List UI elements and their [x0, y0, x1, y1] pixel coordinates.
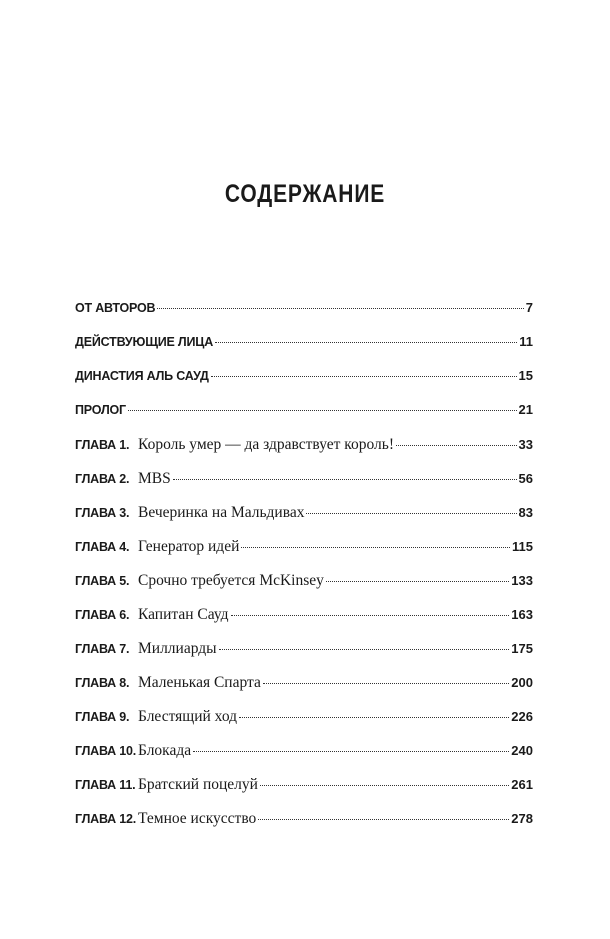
chapter-number: ГЛАВА 2.	[75, 472, 130, 486]
chapter-title: Маленькая Спарта	[138, 674, 261, 691]
toc-entry-characters[interactable]	[75, 334, 533, 368]
dot-leader	[157, 308, 523, 309]
dot-leader	[258, 819, 509, 820]
toc-page-number: 115	[512, 539, 533, 554]
dot-leader	[263, 683, 509, 684]
toc-entry-authors[interactable]	[75, 300, 533, 334]
chapter-number: ГЛАВА 7.	[75, 642, 130, 656]
toc-entry-chapter-5[interactable]	[75, 572, 533, 606]
toc-page-number: 83	[518, 505, 533, 520]
toc-entry-label: ДЕЙСТВУЮЩИЕ ЛИЦА	[75, 335, 214, 349]
chapter-number: ГЛАВА 4.	[75, 540, 130, 554]
toc-entry-chapter-3[interactable]	[75, 504, 533, 538]
toc-entry-dynasty[interactable]	[75, 368, 533, 402]
toc-page-number: 278	[511, 811, 533, 826]
dot-leader	[219, 649, 510, 650]
dot-leader	[326, 581, 509, 582]
dot-leader	[173, 479, 517, 480]
chapter-number: ГЛАВА 3.	[75, 506, 130, 520]
toc-entry-chapter-2[interactable]	[75, 470, 533, 504]
chapter-title: Король умер — да здравствует король!	[138, 436, 395, 453]
dot-leader	[128, 410, 517, 411]
toc-entry-label: ПРОЛОГ	[75, 403, 126, 417]
chapter-number: ГЛАВА 11.	[75, 778, 136, 792]
chapter-title: Капитан Сауд	[138, 606, 229, 623]
toc-entry-chapter-1[interactable]	[75, 436, 533, 470]
dot-leader	[215, 342, 517, 343]
toc-entry-chapter-7[interactable]	[75, 640, 533, 674]
page-title: СОДЕРЖАНИЕ	[224, 179, 386, 208]
chapter-title: Темное искусство	[138, 810, 257, 827]
toc-page-number: 200	[511, 675, 533, 690]
toc-page-number: 56	[518, 471, 533, 486]
dot-leader	[239, 717, 509, 718]
toc-page-number: 226	[511, 709, 533, 724]
toc-page-number: 7	[525, 300, 533, 315]
dot-leader	[211, 376, 517, 377]
chapter-title: Братский поцелуй	[138, 776, 258, 793]
toc-page-number: 15	[518, 368, 533, 383]
toc-page-number: 21	[518, 402, 533, 417]
chapter-title: MBS	[138, 470, 171, 487]
dot-leader	[241, 547, 510, 548]
toc-entry-label: ОТ АВТОРОВ	[75, 301, 156, 315]
chapter-title: Вечеринка на Мальдивах	[138, 504, 305, 521]
chapter-number: ГЛАВА 1.	[75, 438, 130, 452]
toc-page-number: 133	[511, 573, 533, 588]
chapter-title: Генератор идей	[138, 538, 240, 555]
toc-entry-chapter-12[interactable]	[75, 810, 533, 844]
dot-leader	[260, 785, 509, 786]
dot-leader	[193, 751, 509, 752]
toc-entry-chapter-11[interactable]	[75, 776, 533, 810]
toc-page-number: 33	[518, 437, 533, 452]
chapter-number: ГЛАВА 8.	[75, 676, 130, 690]
toc-page-number: 11	[519, 334, 533, 349]
dot-leader	[231, 615, 510, 616]
chapter-title: Блестящий ход	[138, 708, 238, 725]
toc-page-number: 163	[511, 607, 533, 622]
toc-page-number: 175	[511, 641, 533, 656]
chapter-number: ГЛАВА 9.	[75, 710, 130, 724]
chapter-number: ГЛАВА 6.	[75, 608, 130, 622]
toc-entry-chapter-10[interactable]	[75, 742, 533, 776]
dot-leader	[306, 513, 516, 514]
toc-entry-prologue[interactable]	[75, 402, 533, 436]
table-of-contents	[75, 300, 533, 844]
toc-entry-label: ДИНАСТИЯ АЛЬ САУД	[75, 369, 209, 383]
toc-entry-chapter-6[interactable]	[75, 606, 533, 640]
toc-page-number: 261	[511, 777, 533, 792]
chapter-number: ГЛАВА 12.	[75, 812, 137, 826]
chapter-title: Миллиарды	[138, 640, 217, 657]
dot-leader	[396, 445, 517, 446]
chapter-title: Блокада	[138, 742, 192, 759]
toc-entry-chapter-9[interactable]	[75, 708, 533, 742]
toc-entry-chapter-8[interactable]	[75, 674, 533, 708]
chapter-number: ГЛАВА 5.	[75, 574, 130, 588]
chapter-title: Срочно требуется McKinsey	[138, 572, 324, 589]
toc-page-number: 240	[511, 743, 533, 758]
chapter-number: ГЛАВА 10.	[75, 744, 137, 758]
toc-entry-chapter-4[interactable]	[75, 538, 533, 572]
